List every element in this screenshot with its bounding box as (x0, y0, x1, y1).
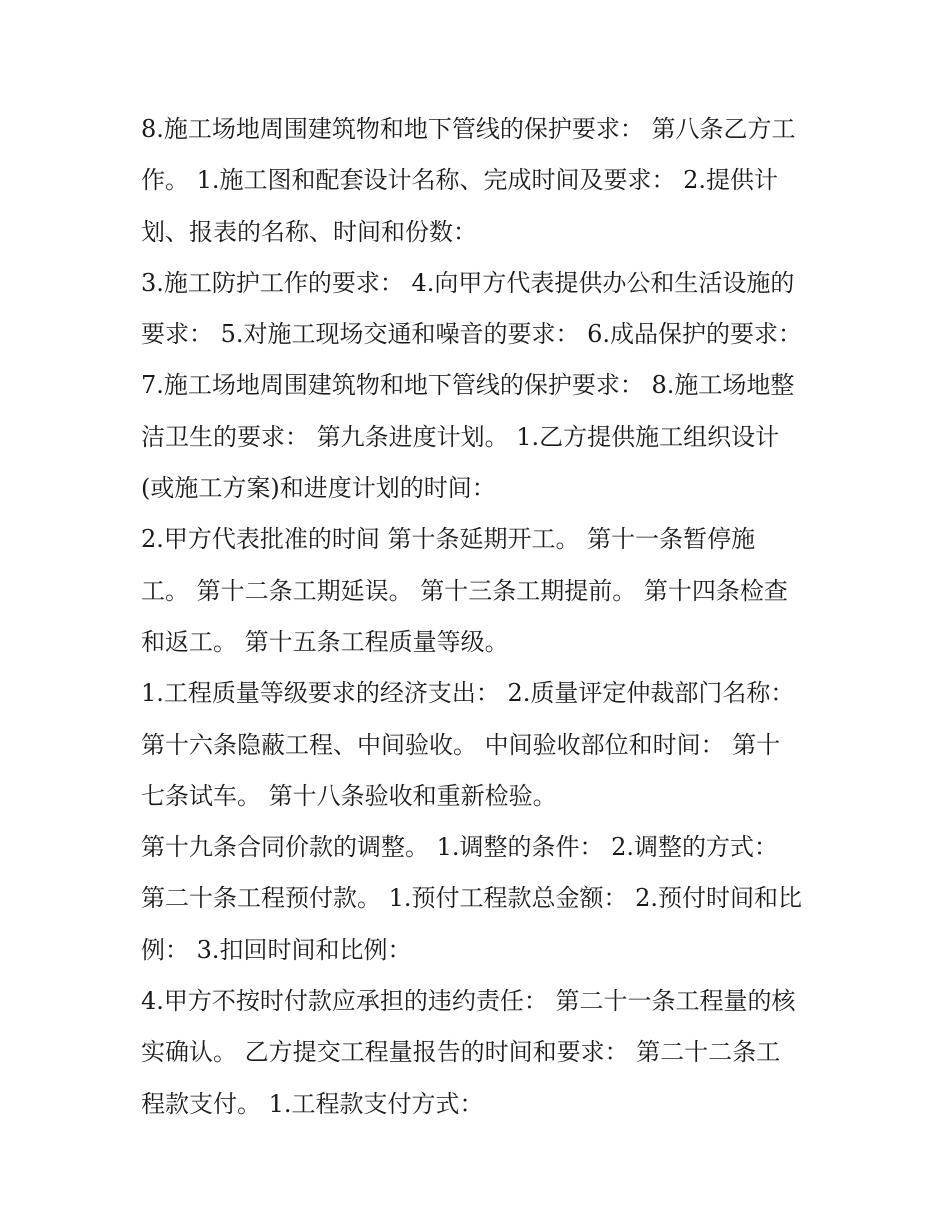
text-line: 第十六条隐蔽工程、中间验收。 中间验收部位和时间： 第十 (141, 730, 781, 759)
document-body (141, 104, 821, 1130)
text-line: 2.甲方代表批准的时间 第十条延期开工。 第十一条暂停施 (141, 525, 756, 554)
text-line: 3.施工防护工作的要求： 4.向甲方代表提供办公和生活设施的 (141, 268, 795, 297)
text-line: 和返工。 第十五条工程质量等级。 (141, 627, 509, 656)
text-line: 七条试车。 第十八条验收和重新检验。 (141, 781, 557, 810)
text-line: 划、报表的名称、时间和份数： (141, 217, 477, 246)
text-line: 要求： 5.对施工现场交通和噪音的要求： 6.成品保护的要求： (141, 320, 803, 349)
text-line: 实确认。 乙方提交工程量报告的时间和要求： 第二十二条工 (141, 1038, 781, 1067)
text-line: 例： 3.扣回时间和比例： (141, 935, 412, 964)
text-line: 第二十条工程预付款。 1.预付工程款总金额： 2.预付时间和比 (141, 884, 803, 913)
text-line: 程款支付。 1.工程款支付方式： (141, 1089, 484, 1118)
text-line: (或施工方案)和进度计划的时间： (141, 474, 496, 503)
text-line: 第十九条合同价款的调整。 1.调整的条件： 2.调整的方式： (141, 833, 779, 862)
text-line: 工。 第十二条工期延误。 第十三条工期提前。 第十四条检查 (141, 576, 788, 605)
text-line: 洁卫生的要求： 第九条进度计划。 1.乙方提供施工组织设计 (141, 422, 780, 451)
text-line: 作。 1.施工图和配套设计名称、完成时间及要求： 2.提供计 (141, 166, 779, 195)
text-line: 7.施工场地周围建筑物和地下管线的保护要求： 8.施工场地整 (141, 371, 795, 400)
text-line: 1.工程质量等级要求的经济支出： 2.质量评定仲裁部门名称： (141, 679, 795, 708)
text-line: 4.甲方不按时付款应承担的违约责任： 第二十一条工程量的核 (141, 987, 796, 1016)
text-line: 8.施工场地周围建筑物和地下管线的保护要求： 第八条乙方工 (141, 115, 796, 143)
